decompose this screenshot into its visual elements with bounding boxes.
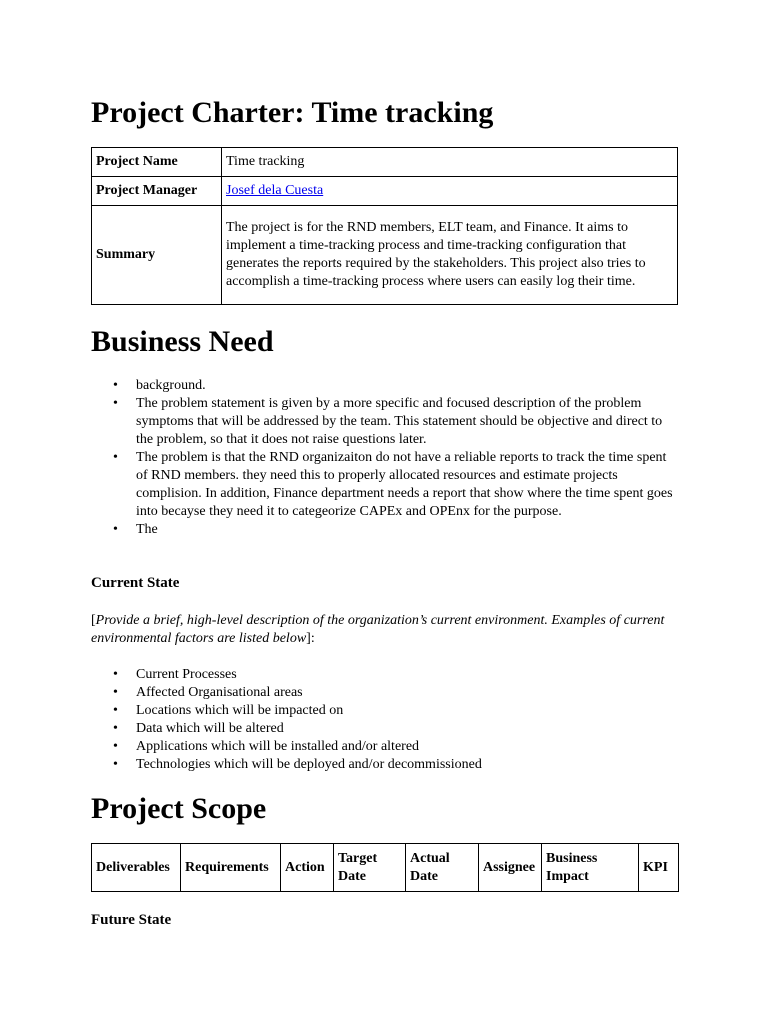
page-title: Project Charter: Time tracking [91,96,494,129]
list-item: • Affected Organisational areas [113,685,303,700]
column-header-action: Action [281,844,334,892]
column-header-requirements: Requirements [181,844,281,892]
column-header-actual-date: Actual Date [406,844,479,892]
column-header-assignee: Assignee [479,844,542,892]
list-item: • The problem statement is given by a more specific and focused description of the problem symptoms that will be addressed by the team. This statement should be objective and direct to the problem, so that it does not raise questions later. [113,396,663,447]
charter-value-project-name: Time tracking [222,148,678,177]
charter-label-summary: Summary [92,206,222,305]
table-row [92,177,678,206]
bullet-icon: • [113,522,118,537]
project-manager-link[interactable]: Josef dela Cuesta [226,183,324,198]
column-header-kpi: KPI [639,844,679,892]
list-item: • Applications which will be installed and/or altered [113,739,420,754]
list-item: • Current Processes [113,667,237,682]
table-row [92,206,678,305]
list-item: • The problem is that the RND organizaiton do not have a reliable reports to track the time spent of RND members. they need this to properly allocated resources and estimate projects complision. In addition, Finance department needs a report that show where the time spent goes into becayse they need it to categeorize CAPEx and OPEnx for the purpose. [113,450,673,519]
business-need-heading: Business Need [91,325,274,358]
list-item: • The [113,522,158,537]
bullet-icon: • [113,685,118,700]
current-state-intro: [Provide a brief, high-level description of the organization’s current environment. Examples of current environmental factors are listed below]: [91,613,665,646]
project-scope-table [91,843,679,892]
bullet-icon: • [113,721,118,736]
bullet-icon: • [113,396,118,411]
charter-value-project-manager [222,177,678,206]
bullet-icon: • [113,450,118,465]
charter-label-project-manager: Project Manager [92,177,222,206]
column-header-business-impact: Business Impact [542,844,639,892]
charter-table [91,147,678,305]
project-scope-heading: Project Scope [91,792,267,825]
bullet-icon: • [113,667,118,682]
future-state-heading: Future State [91,912,172,928]
column-header-deliverables: Deliverables [92,844,181,892]
list-item: • Locations which will be impacted on [113,703,344,718]
bullet-icon: • [113,757,118,772]
table-header-row [92,844,679,892]
list-item: • Technologies which will be deployed and/or decommissioned [113,757,482,772]
charter-label-project-name: Project Name [92,148,222,177]
table-row [92,148,678,177]
charter-value-summary: The project is for the RND members, ELT team, and Finance. It aims to implement a time-tracking process and time-tracking configuration that generates the reports required by the stakeholders. This project also tries to accomplish a time-tracking process where users can easily log their time. [222,206,678,305]
bullet-icon: • [113,703,118,718]
column-header-target-date: Target Date [334,844,406,892]
current-state-heading: Current State [91,575,180,591]
business-need-list [91,377,678,539]
bullet-icon: • [113,378,118,393]
bullet-icon: • [113,739,118,754]
list-item: • background. [113,378,206,393]
current-state-list [91,666,678,774]
list-item: • Data which will be altered [113,721,284,736]
